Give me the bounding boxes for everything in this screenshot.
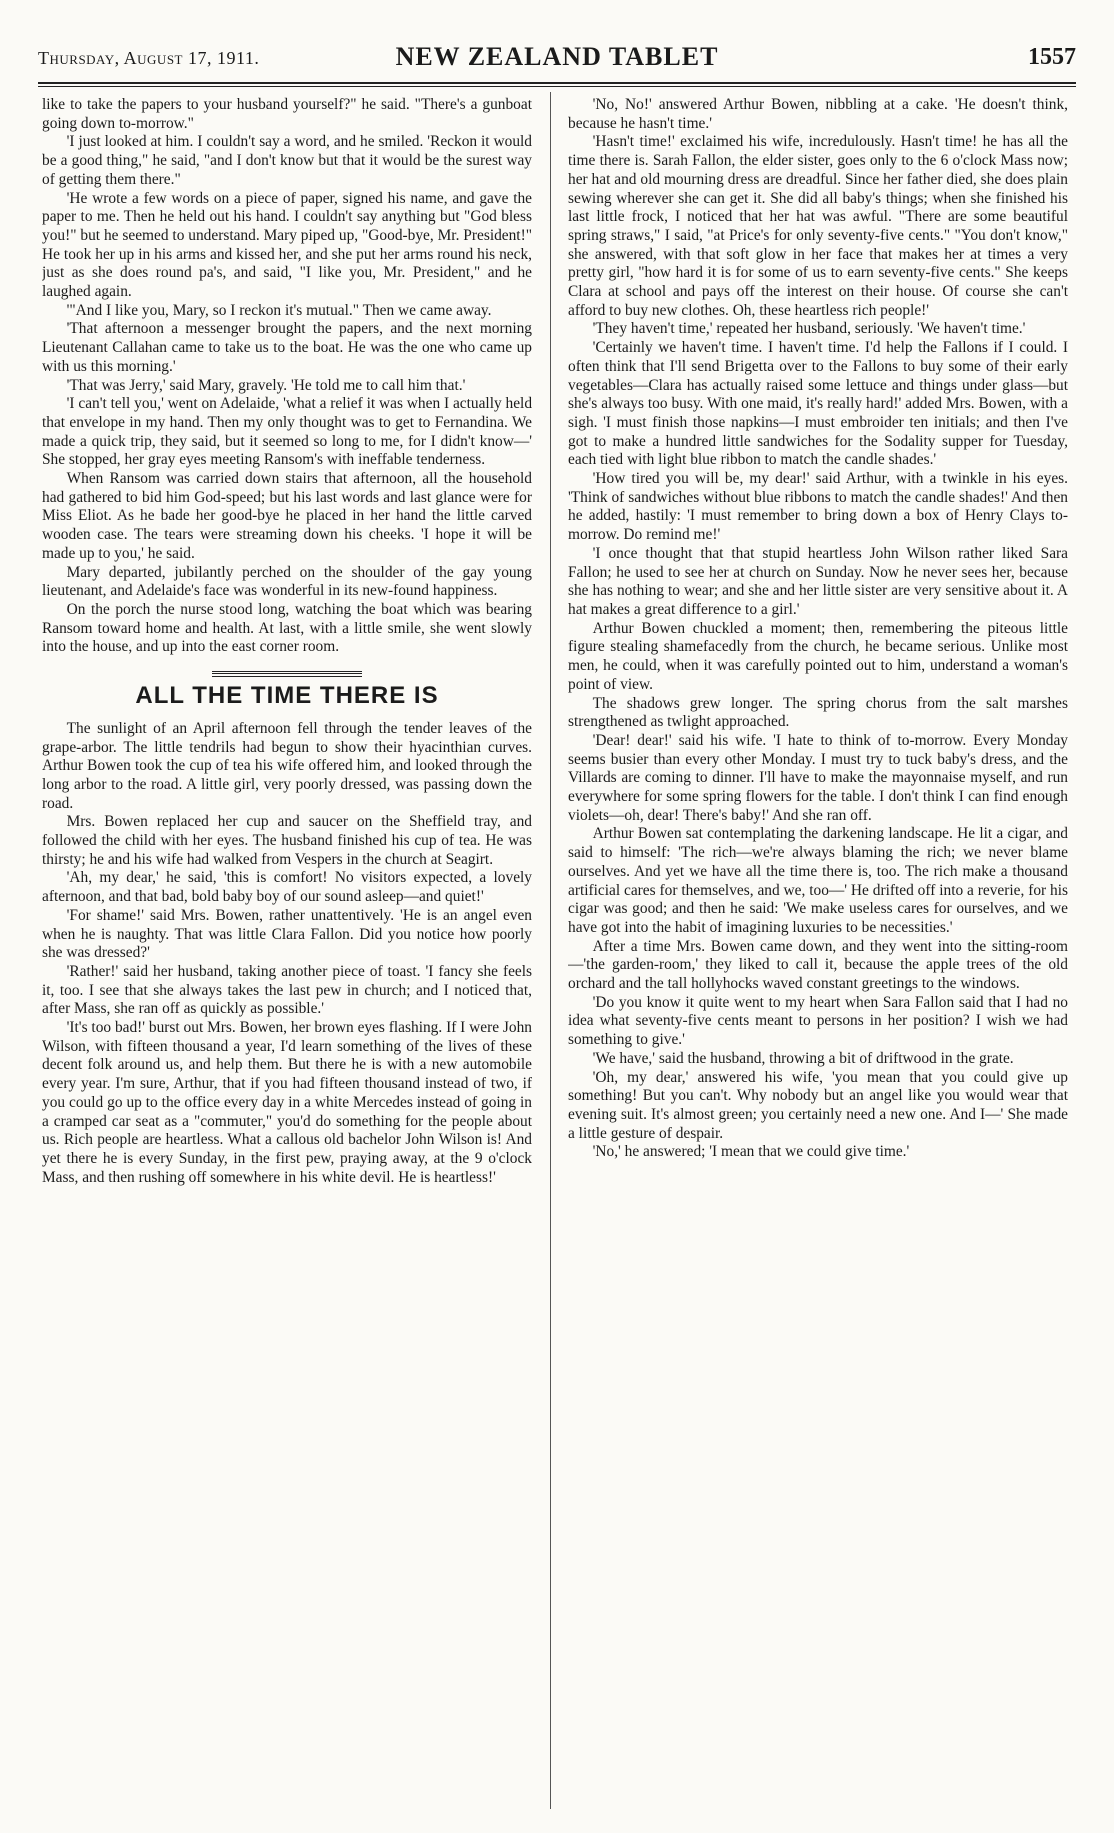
paragraph: 'I once thought that that stupid heartless John Wilson rather liked Sara Fallon; he used to see her at church on Sunday. Now he never sees her, because she has nothing to wear; and she and her little sister are very sensitive about it. A hat makes a great difference to a girl.' [568,544,1068,618]
paragraph: 'Do you know it quite went to my heart when Sara Fallon said that I had no idea what seventy-five cents meant to persons in her position? I wish we had something to give.' [568,993,1068,1049]
paragraph: 'I just looked at him. I couldn't say a word, and he smiled. 'Reckon it would be a good thing," he said, "and I don't know but that it would be the surest way of getting them there." [42,133,532,188]
paragraph: Mary departed, jubilantly perched on the shoulder of the gay young lieutenant, and Adelaide's face was wonderful in its new-found happiness. [42,563,532,600]
paragraph: 'They haven't time,' repeated her husband, seriously. 'We haven't time.' [592,320,1026,338]
paragraph: 'I can't tell you,' went on Adelaide, 'what a relief it was when I actually held that envelope in my hand. Then my only thought was to get to Fernandina. We made a quick trip, they said, but it seemed so long to me, for I didn't know—' She stopped, her gray eyes meeting Ransom's with ineffable tenderness. [42,395,532,469]
page-header [38,40,1076,80]
column-divider [550,92,551,1809]
paragraph: 'That was Jerry,' said Mary, gravely. 'He told me to call him that.' [66,376,466,394]
paragraph: 'How tired you will be, my dear!' said Arthur, with a twinkle in his eyes. 'Think of sandwiches without blue ribbons to match the candle shades!' And then he added, hastily: 'I must remember to bring down a box of Henry Clays to-morrow. Do remind me!' [568,470,1068,544]
story-title: ALL THE TIME THERE IS [135,682,439,710]
paragraph: 'Rather!' said her husband, taking another piece of toast. 'I fancy she feels it, too. I see that she always takes the last pew in church; and I noticed that, after Mass, she ran off as quickly as possible.' [42,962,532,1018]
right-column [568,96,1068,1809]
page-number: 1557 [1028,44,1076,70]
paragraph: On the porch the nurse stood long, watching the boat which was bearing Ransom toward home and health. At last, with a little smile, she went slowly into the house, and up into the east corner room. [42,600,532,656]
masthead: NEW ZEALAND TABLET [395,42,719,71]
left-column [42,96,532,1809]
paragraph: After a time Mrs. Bowen came down, and they went into the sitting-room—'the garden-room,' they liked to call it, because the apple trees of the old orchard and the tall hollyhocks waved constant greetings to the windows. [568,937,1068,993]
paragraph: When Ransom was carried down stairs that afternoon, all the household had gathered to bid him God-speed; but his last words and last glance were for Miss Eliot. As he bade her good-bye he placed in her hand the little carved wooden case. The tears were streaming down his cheeks. 'I hope it will be made up to you,' he said. [42,470,532,562]
paragraph: 'Hasn't time!' exclaimed his wife, incredulously. Hasn't time! he has all the time there is. Sarah Fallon, the elder sister, goes only to the 6 o'clock Mass now; her hat and old mourning dress are dreadful. Since her father died, she does plain sewing wherever she can get it. She did all baby's things; when she finished his last little frock, I noticed that her hat was awful. "There are some beautiful spring straws," I said, "at Price's for only seventy-five cents." "You don't know," she answered, with that soft glow in her face that makes her at times a very pretty girl, "how hard it is for some of us to earn seventy-five cents." She keeps Clara at school and pays off the interest on their house. Of course she can't afford to buy new clothes. Oh, these heartless rich people!' [568,133,1068,319]
paragraph: The sunlight of an April afternoon fell through the tender leaves of the grape-arbor. The little tendrils had begun to show their hyacinthian curves. Arthur Bowen took the cup of tea his wife offered him, and looked through the long arbor to the road. A little girl, very poorly dressed, was passing down the road. [42,719,532,812]
paragraph: 'Oh, my dear,' answered his wife, 'you mean that you could give up something! But you can't. Why nobody but an angel like you would wear that evening suit. It's almost green; you certainly need a new one. And I—' She made a little gesture of despair. [568,1068,1068,1142]
paragraph: '"And I like you, Mary, so I reckon it's mutual." Then we came away. [66,301,492,319]
paragraph: 'For shame!' said Mrs. Bowen, rather unattentively. 'He is an angel even when he is naughty. That was little Clara Fallon. Did you notice how poorly she was dressed?' [42,906,532,962]
paragraph: 'We have,' said the husband, throwing a bit of driftwood in the grate. [592,1049,1014,1067]
paragraph: 'That afternoon a messenger brought the papers, and the next morning Lieutenant Callahan came to take us to the boat. He was the one who came up with us this morning.' [42,320,532,375]
paragraph: 'Dear! dear!' said his wife. 'I hate to think of to-morrow. Every Monday seems busier than every other Monday. I must try to tuck baby's dress, and the Villards are coming to dinner. I'll have to make the mayonnaise myself, and run everywhere for some spring flowers for the table. I don't think I can find enough violets—oh, dear! There's baby!' And she ran off. [568,731,1068,824]
paragraph: 'No, No!' answered Arthur Bowen, nibbling at a cake. 'He doesn't think, because he hasn't time.' [568,96,1068,132]
paragraph: 'He wrote a few words on a piece of paper, signed his name, and gave the paper to me. Then he held out his hand. I couldn't say anything but "God bless you!" but he seemed to understand. Mary piped up, "Good-bye, Mr. President!" He took her up in his arms and kissed her, and she put her arms round his neck, just as she does round pa's, and said, "I like you, Mr. President," and he laughed again. [42,189,532,301]
paragraph: Arthur Bowen sat contemplating the darkening landscape. He lit a cigar, and said to himself: 'The rich—we're always blaming the rich; we never blame ourselves. And yet we have all the time there is, too. The rich make a thousand artificial cares for themselves, and we, too—' He drifted off into a reverie, for his cigar was good; and then he said: 'We make useless cares for ourselves, and we have got into the habit of imagining luxuries to be necessities.' [568,825,1068,936]
issue-date: Thursday, August 17, 1911. [38,48,260,68]
header-rule-thick [38,82,1076,84]
paragraph: 'Ah, my dear,' he said, 'this is comfort! No visitors expected, a lovely afternoon, and that bad, bold baby boy of our sound asleep—and quiet!' [42,869,532,906]
section-separator [212,671,362,677]
paragraph: Mrs. Bowen replaced her cup and saucer on the Sheffield tray, and followed the child with her eyes. The husband finished his cup of tea. He was thirsty; he and his wife had walked from Vespers in the church at Seagirt. [42,813,532,868]
header-rule-thin [38,86,1076,87]
paragraph: like to take the papers to your husband yourself?" he said. "There's a gunboat going down to-morrow." [42,96,532,132]
paragraph: Arthur Bowen chuckled a moment; then, remembering the piteous little figure stealing shamefacedly from the church, he became serious. Unlike most men, he could, when it was carefully pointed out to him, understand a woman's point of view. [568,619,1068,693]
paragraph: 'It's too bad!' burst out Mrs. Bowen, her brown eyes flashing. If I were John Wilson, with fifteen thousand a year, I'd learn something of the lives of these decent folk around us, and help them. But there he is with a new automobile every year. I'm sure, Arthur, that if you had fifteen thousand instead of two, if you could go up to the office every day in a white Mercedes instead of going in a cramped car seat as a "commuter," you'd do something for the people about us. Rich people are heartless. What a callous old bachelor John Wilson is! And yet there he is every Sunday, in the first pew, praying away, at the 9 o'clock Mass, and then rushing off somewhere in his white devil. He is heartless!' [42,1019,532,1186]
paragraph: 'No,' he answered; 'I mean that we could give time.' [592,1143,910,1161]
paragraph: 'Certainly we haven't time. I haven't time. I'd help the Fallons if I could. I often think that I'll send Brigetta over to the Fallons to buy some of their early vegetables—Clara has actually raised some lettuce and things under glass—but she's always too busy. With one maid, it's really hard!' added Mrs. Bowen, with a sigh. 'I must finish those napkins—I must embroider ten initials; and then I've got to make a hundred little sandwiches for the Sodality supper for Tuesday, each tied with light blue ribbon to match the candle shades.' [568,339,1068,469]
paragraph: The shadows grew longer. The spring chorus from the salt marshes strengthened as twlight approached. [568,694,1068,731]
